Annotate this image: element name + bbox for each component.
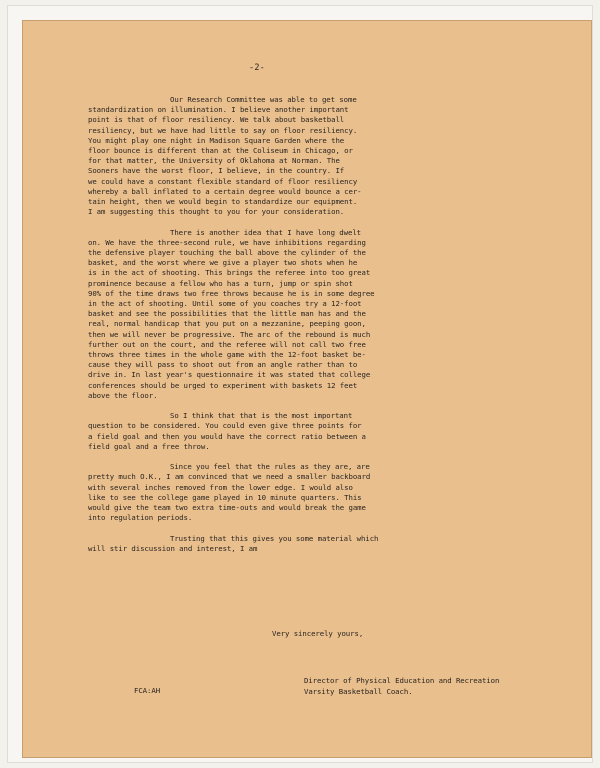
text-line: then we will never be progressive. The arc of the rebound is much — [88, 329, 371, 339]
letter-body — [88, 95, 508, 554]
text-line: cause they will pass to shoot out from an angle rather than to — [88, 360, 358, 370]
text-line: standardization on illumination. I believe another important — [88, 105, 349, 115]
paragraph — [88, 534, 508, 554]
text-line: basket, and the worst where we give a player two shots when he — [88, 258, 358, 268]
text-line: resiliency, but we have had little to say on floor resiliency. — [88, 125, 358, 135]
paragraph — [88, 228, 508, 401]
text-line: Trusting that this gives you some material which — [170, 533, 379, 543]
text-line: throws three times in the whole game with the 12-foot basket be- — [88, 350, 366, 360]
signature-title-1: Director of Physical Education and Recreation — [304, 676, 500, 685]
text-line: like to see the college game played in 10 minute quarters. This — [88, 492, 362, 502]
text-line: basket and see the possibilities that the little man has and the — [88, 309, 366, 319]
closing-line: Very sincerely yours, — [272, 629, 364, 638]
typist-initials: FCA:AH — [134, 686, 161, 695]
text-line: is in the act of shooting. This brings the referee into too great — [88, 268, 371, 278]
text-line: real, normal handicap that you put on a mezzanine, peeping goon, — [88, 319, 366, 329]
text-line: whereby a ball inflated to a certain degree would bounce a cer- — [88, 186, 362, 196]
text-line: conferences should be urged to experiment with baskets 12 feet — [88, 380, 358, 390]
text-line: field goal and a free throw. — [88, 441, 210, 451]
text-line: in the act of shooting. Until some of you coaches try a 12-foot — [88, 299, 362, 309]
text-line: for that matter, the University of Oklahoma at Norman. The — [88, 156, 340, 166]
text-line: above the floor. — [88, 390, 158, 400]
text-line: with several inches removed from the lower edge. I would also — [88, 482, 353, 492]
text-line: a field goal and then you would have the correct ratio between a — [88, 431, 366, 441]
text-line: prominence because a fellow who has a turn, jump or spin shot — [88, 278, 353, 288]
text-line: further out on the court, and the referee will not call two free — [88, 339, 366, 349]
text-line: 90% of the time draws two free throws because he is in some degree — [88, 288, 375, 298]
text-line: on. We have the three-second rule, we have inhibitions regarding — [88, 237, 366, 247]
text-line: will stir discussion and interest, I am — [88, 543, 258, 553]
text-line: would give the team two extra time-outs and would break the game — [88, 503, 366, 513]
text-line: I am suggesting this thought to you for your consideration. — [88, 207, 345, 217]
text-line: Sooners have the worst floor, I believe, in the country. If — [88, 166, 345, 176]
text-line: Since you feel that the rules as they are, are — [170, 462, 370, 472]
text-line: into regulation periods. — [88, 513, 193, 523]
text-line: tain height, then we would begin to standardize our equipment. — [88, 197, 358, 207]
paragraph — [88, 411, 508, 452]
paragraph — [88, 462, 508, 523]
text-line: question to be considered. You could even give three points for — [88, 421, 362, 431]
text-line: floor bounce is different than at the Coliseum in Chicago, or — [88, 146, 353, 156]
page-number: -2- — [249, 63, 265, 73]
text-line: the defensive player touching the ball above the cylinder of the — [88, 248, 366, 258]
text-line: point is that of floor resiliency. We talk about basketball — [88, 115, 345, 125]
text-line: we could have a constant flexible standard of floor resiliency — [88, 176, 358, 186]
text-line: pretty much O.K., I am convinced that we need a smaller backboard — [88, 472, 371, 482]
text-line: drive in. In last year's questionnaire it was stated that college — [88, 370, 371, 380]
text-line: You might play one night in Madison Square Garden where the — [88, 135, 345, 145]
text-line: There is another idea that I have long dwelt — [170, 227, 362, 237]
paragraph — [88, 95, 508, 217]
text-line: Our Research Committee was able to get some — [170, 95, 357, 104]
signature-title-2: Varsity Basketball Coach. — [304, 687, 413, 696]
text-line: So I think that that is the most important — [170, 411, 353, 421]
